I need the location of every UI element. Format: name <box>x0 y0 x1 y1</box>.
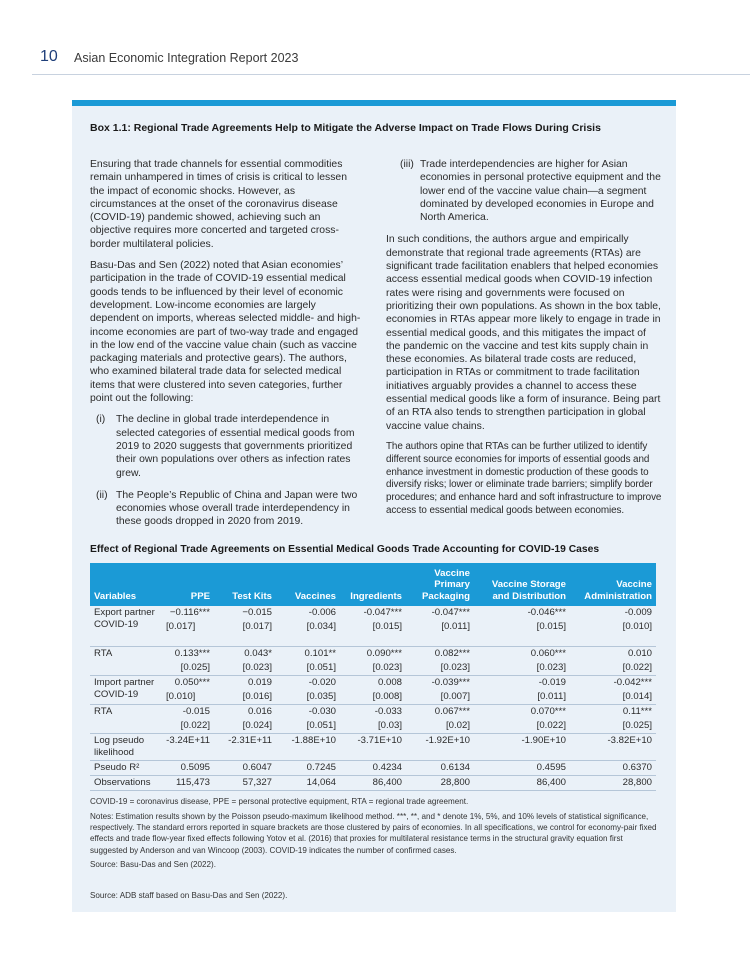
table-cell: 28,800 <box>406 775 474 790</box>
column-header: Ingredients <box>350 590 402 602</box>
table-cell: -0.030 <box>276 704 340 719</box>
box-top-bar <box>72 100 676 106</box>
list-item-text: The People’s Republic of China and Japan were two economies whose overall trade interdependency in these goods dropped in 2020 from 2019. <box>116 489 358 528</box>
table-cell: -0.047*** <box>363 607 402 618</box>
left-paragraph-1: Ensuring that trade channels for essential commodities remain unhampered in times of crisis is critical to lessen the impact of economic shocks. However, as circumstances at the onset of the coronavirus disease (COVID-19) pandemic showed, achieving such an objective requires more concerted and targeted cross-border multilateral policies. <box>90 159 347 250</box>
header-divider <box>32 74 750 75</box>
table-cell: [0.022] <box>536 719 566 731</box>
box-source: Source: ADB staff based on Basu-Das and Sen (2022). <box>90 891 288 900</box>
table-cell: −0.015 <box>242 607 272 618</box>
box-title: Box 1.1: Regional Trade Agreements Help to Mitigate the Adverse Impact on Trade Flows During Crisis <box>90 122 601 134</box>
table-cell: -0.042*** <box>570 675 656 690</box>
table-cell: -0.019 <box>474 675 570 690</box>
list-item <box>386 158 662 224</box>
table-cell: [0.017] <box>242 621 272 632</box>
table-cell: 86,400 <box>340 775 406 790</box>
list-item <box>90 413 362 479</box>
table-cell: [0.023] <box>242 661 272 673</box>
table-cell: 115,473 <box>162 775 214 790</box>
table-cell: 0.016 <box>214 704 276 719</box>
table-cell: -3.82E+10 <box>570 733 656 760</box>
table-cell: 0.5095 <box>162 760 214 775</box>
row-label: Log pseudo likelihood <box>90 733 162 760</box>
right-column <box>386 158 662 526</box>
table-cell: 0.6370 <box>570 760 656 775</box>
table-cell: [0.010] <box>166 690 196 702</box>
table-cell: [0.011] <box>441 621 470 632</box>
table-cell: [0.025] <box>180 661 210 673</box>
table-cell: [0.051] <box>306 661 336 673</box>
table-cell: [0.023] <box>440 661 470 673</box>
page-header <box>32 48 750 76</box>
abbreviations-note: COVID-19 = coronavirus disease, PPE = personal protective equipment, RTA = regional trade agreement. <box>90 797 469 806</box>
table-cell: -0.015 <box>162 704 214 719</box>
table-cell: -3.71E+10 <box>340 733 406 760</box>
column-header: Variables <box>94 590 137 602</box>
table-cell: [0.008] <box>372 690 402 702</box>
table-cell: 0.6047 <box>214 760 276 775</box>
table-cell: 0.067*** <box>406 704 474 719</box>
estimation-note: Notes: Estimation results shown by the Poisson pseudo-maximum likelihood method. ***, **, and * denote 1%, 5%, and 10% levels of statistical significance, respectively. The standard errors reported in square brackets are those clustered by pairs of economies. In all specifications, we control for economy-pair fixed effects and trade flow-year fixed effects following Yotov et al. (2016) that proxies for multilateral resistance terms in the structural gravity equation first suggested by Anderson and van Wincoop (2003). COVID-19 indicates the number of confirmed cases. <box>90 812 657 855</box>
table-cell: [0.023] <box>372 661 402 673</box>
running-title: Asian Economic Integration Report 2023 <box>74 51 299 65</box>
table-cell: 0.008 <box>340 675 406 690</box>
row-label: Export partner COVID-19 <box>94 607 155 630</box>
table-cell: [0.007] <box>440 690 470 702</box>
table-row <box>90 606 656 620</box>
table-row <box>90 704 656 719</box>
table-row <box>90 675 656 690</box>
empty-cell <box>90 661 162 676</box>
table-cell: -0.046*** <box>527 607 566 618</box>
column-header: PPE <box>190 590 210 602</box>
box-panel <box>72 100 676 912</box>
column-header: Test Kits <box>232 590 272 602</box>
table-cell: 0.11*** <box>570 704 656 719</box>
table-cell: 0.082*** <box>406 646 474 661</box>
table-cell: 0.4595 <box>474 760 570 775</box>
left-paragraph-2: Basu-Das and Sen (2022) noted that Asian economies’ participation in the trade of COVID-19 essential medical goods tends to be influenced by their level of economic development. Low-income economies are largely dependent on imports, whereas selected middle- and high-income economies are part of two-way trade and engaged in the low end of the vaccine value chain (such as vaccine packaging materials and protective gears). The authors, who examined bilateral trade data for selected medical items that were clustered into seven categories, further point out the following: <box>90 260 361 405</box>
table-cell: -0.006 <box>308 607 336 618</box>
right-paragraph-1: In such conditions, the authors argue and empirically demonstrate that regional trade agreements (RTAs) are significant trade facilitation enablers that helped economies access essential medical goods when COVID-19 infection rates were rising and governments were focused on prioritizing their own populations. As shown in the box table, economies in RTAs appear more likely to engage in trade in essential medical goods, and this mitigates the impact of the pandemic on the vaccine and test kits supply chain in these economies. As bilateral trade costs are reduced, participation in RTAs or commitment to trade facilitation initiatives arguably provides a channel to access these essential medical goods like a form of insurance. Being part of an RTA also tends to strengthen participation in global vaccine value chains. <box>386 234 661 432</box>
table-cell: 57,327 <box>214 775 276 790</box>
table-cell: 0.7245 <box>276 760 340 775</box>
table-cell: −0.116*** <box>169 607 210 618</box>
table-cell: [0.015] <box>536 621 566 632</box>
column-header: Vaccine Storage and Distribution <box>491 579 566 602</box>
row-label: Observations <box>90 775 162 790</box>
table-cell: 0.050*** <box>162 675 214 690</box>
table-cell: 0.6134 <box>406 760 474 775</box>
table-cell: [0.025] <box>622 719 652 731</box>
table-cell: [0.010] <box>622 621 652 632</box>
table-cell: -0.033 <box>340 704 406 719</box>
table-cell: [0.051] <box>306 719 336 731</box>
table-cell: [0.03] <box>377 719 402 731</box>
list-item <box>90 489 362 529</box>
row-label: RTA <box>90 646 162 661</box>
table-cell: 0.060*** <box>474 646 570 661</box>
table-cell: 14,064 <box>276 775 340 790</box>
table-cell: [0.023] <box>536 661 566 673</box>
table-cell: 0.090*** <box>340 646 406 661</box>
left-column <box>90 158 362 538</box>
list-item-text: The decline in global trade interdependence in selected categories of essential medical goods from 2019 to 2020 suggests that governments prioritized their own populations over others as infection rates grew. <box>116 414 355 479</box>
right-paragraph-2: The authors opine that RTAs can be further utilized to identify different source economies for imports of essential goods and enhance investment in domestic production of these goods to diversify risks; lower or eliminate trade barriers; simplify border procedures; and enhance hard and soft infrastructure to improve access to essential medical goods between economies. <box>386 440 662 516</box>
row-label: Pseudo R² <box>90 760 162 775</box>
table-cell: [0.022] <box>622 661 652 673</box>
table-cell: 0.010 <box>570 646 656 661</box>
row-label: RTA <box>90 704 162 719</box>
table-cell: -0.020 <box>276 675 340 690</box>
table-header-row <box>90 563 656 606</box>
table-cell: 0.101** <box>276 646 340 661</box>
table-cell: [0.016] <box>242 690 272 702</box>
table-cell: 0.070*** <box>474 704 570 719</box>
table-row <box>90 760 656 775</box>
table-row <box>90 661 656 676</box>
table-row <box>90 775 656 790</box>
table-row <box>90 646 656 661</box>
table-cell: -1.92E+10 <box>406 733 474 760</box>
table-cell: 0.4234 <box>340 760 406 775</box>
table-source: Source: Basu-Das and Sen (2022). <box>90 860 216 869</box>
table-cell: 0.133*** <box>162 646 214 661</box>
table-cell: [0.02] <box>445 719 470 731</box>
column-header: Vaccine Primary Packaging <box>422 567 470 602</box>
table-row <box>90 690 656 705</box>
table-cell: 28,800 <box>570 775 656 790</box>
row-label: Import partner COVID-19 <box>90 675 162 704</box>
page-number: 10 <box>40 48 58 65</box>
column-header: Vaccine Administration <box>584 579 652 602</box>
table-title: Effect of Regional Trade Agreements on Essential Medical Goods Trade Accounting for COVID-19 Cases <box>90 544 600 555</box>
table-cell: -0.047*** <box>431 607 470 618</box>
table-cell: [0.014] <box>622 690 652 702</box>
table-cell: 86,400 <box>474 775 570 790</box>
table-row <box>90 719 656 734</box>
table-row <box>90 733 656 760</box>
table-cell: -2.31E+11 <box>214 733 276 760</box>
results-table <box>90 563 656 791</box>
table-cell: 0.019 <box>214 675 276 690</box>
table-row <box>90 620 656 646</box>
table-cell: [0.024] <box>242 719 272 731</box>
list-item-number: (ii) <box>96 489 108 501</box>
table-cell: [0.034] <box>306 621 336 632</box>
table-cell: [0.022] <box>180 719 210 731</box>
empty-cell <box>90 719 162 734</box>
table-cell: [0.017] <box>166 621 196 632</box>
table-cell: [0.035] <box>306 690 336 702</box>
table-cell: [0.015] <box>372 621 402 632</box>
table-cell: -1.88E+10 <box>276 733 340 760</box>
table-cell: [0.011] <box>537 690 566 702</box>
list-item-number: (i) <box>96 414 106 426</box>
list-item-number: (iii) <box>400 159 414 170</box>
list-item-text: Trade interdependencies are higher for Asian economies in personal protective equipment and the lower end of the vaccine value chain—a segment dominated by developed economies in Europe and North America. <box>420 159 661 224</box>
table-cell: -3.24E+11 <box>162 733 214 760</box>
column-header: Vaccines <box>294 590 336 602</box>
table-cell: -0.039*** <box>406 675 474 690</box>
table-cell: -1.90E+10 <box>474 733 570 760</box>
table-cell: -0.009 <box>624 607 652 618</box>
table-cell: 0.043* <box>214 646 276 661</box>
